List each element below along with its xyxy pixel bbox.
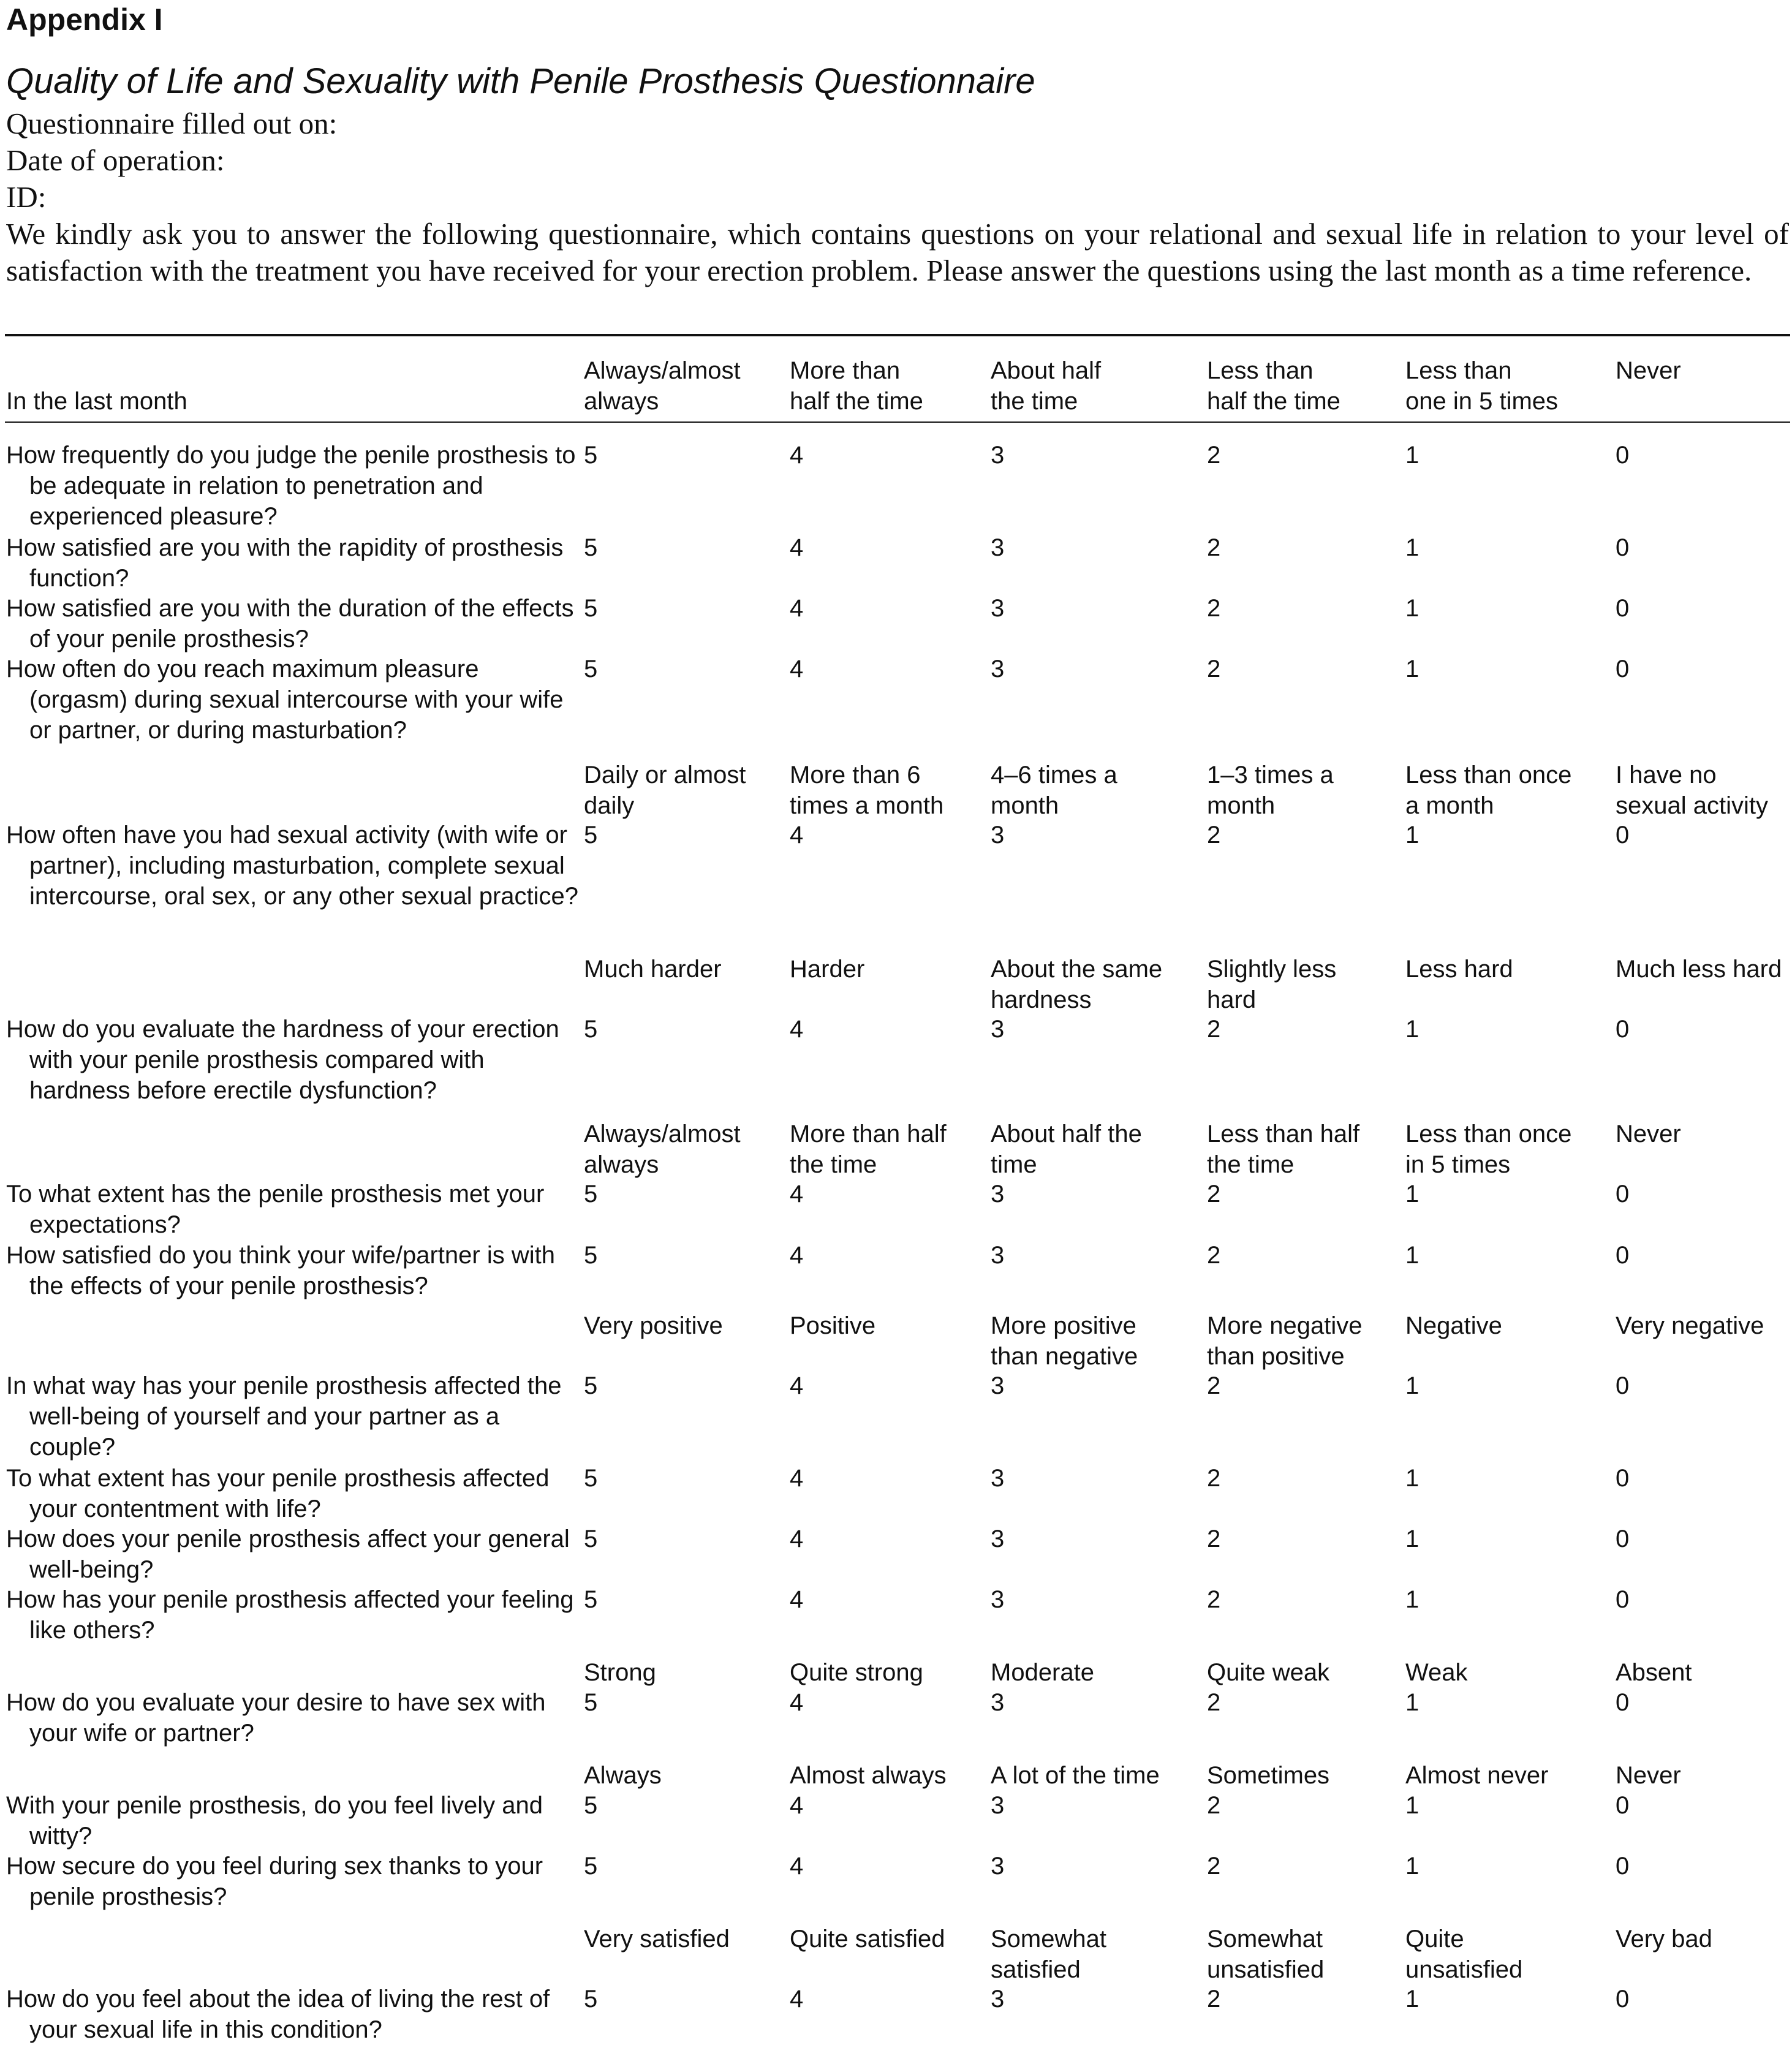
score-value: 1 [1405, 442, 1420, 469]
score-value: 3 [991, 1016, 1005, 1043]
question-text: How satisfied are you with the duration of the effects of your penile prosthesis? [6, 595, 574, 652]
score-value: 4 [790, 1016, 804, 1043]
question-text: How has your penile prosthesis affected your feeling like others? [6, 1586, 574, 1644]
questionnaire-title: Quality of Life and Sexuality with Penile Prosthesis Questionnaire [6, 61, 1035, 101]
scale-label: Positive [790, 1312, 876, 1339]
score-value: 0 [1616, 1181, 1630, 1208]
score-value: 4 [790, 595, 804, 622]
column-header: Always/almost always [584, 357, 741, 415]
score-value: 0 [1616, 1853, 1630, 1880]
score-value: 5 [584, 1689, 598, 1716]
intro-paragraph: We kindly ask you to answer the following questionnaire, which contains questions on your relational and sexual life in relation to your level of satisfaction with the treatment you have received for your erection problem. Please answer the questions using the last month as a time reference. [6, 217, 1789, 287]
scale-label: More positive than negative [991, 1312, 1138, 1370]
question-text: How does your penile prosthesis affect your general well-being? [6, 1525, 570, 1583]
scale-label: Much harder [584, 956, 722, 983]
column-header: Never [1616, 357, 1681, 384]
scale-label: Almost never [1405, 1762, 1549, 1789]
score-value: 2 [1207, 1372, 1221, 1399]
scale-label: Never [1616, 1121, 1681, 1147]
scale-label: Quite weak [1207, 1659, 1330, 1686]
score-value: 3 [991, 1986, 1005, 2013]
score-value: 2 [1207, 822, 1221, 849]
score-value: 2 [1207, 1525, 1221, 1552]
score-value: 2 [1207, 442, 1221, 469]
scale-label: Harder [790, 956, 865, 983]
score-value: 5 [584, 595, 598, 622]
score-value: 3 [991, 595, 1005, 622]
scale-label: Quite strong [790, 1659, 923, 1686]
score-value: 4 [790, 1853, 804, 1880]
scale-label: Somewhat satisfied [991, 1926, 1106, 1983]
score-value: 5 [584, 656, 598, 682]
score-value: 3 [991, 1689, 1005, 1716]
score-value: 1 [1405, 534, 1420, 561]
question-text: How often have you had sexual activity (with wife or partner), including masturbation, complete sexual intercourse, oral sex, or any other sexual practice? [6, 822, 578, 910]
score-value: 0 [1616, 595, 1630, 622]
field-date-of-operation: Date of operation: [6, 143, 225, 177]
score-value: 3 [991, 1792, 1005, 1819]
score-value: 0 [1616, 534, 1630, 561]
score-value: 4 [790, 442, 804, 469]
score-value: 0 [1616, 1689, 1630, 1716]
score-value: 2 [1207, 534, 1221, 561]
score-value: 3 [991, 442, 1005, 469]
appendix-label: Appendix I [6, 2, 163, 37]
scale-label: Somewhat unsatisfied [1207, 1926, 1325, 1983]
score-value: 1 [1405, 656, 1420, 682]
score-value: 3 [991, 1853, 1005, 1880]
score-value: 3 [991, 1242, 1005, 1269]
score-value: 0 [1616, 1242, 1630, 1269]
score-value: 2 [1207, 1586, 1221, 1613]
score-value: 0 [1616, 1525, 1630, 1552]
score-value: 2 [1207, 656, 1221, 682]
score-value: 3 [991, 1586, 1005, 1613]
score-value: 5 [584, 1792, 598, 1819]
column-header: Less than one in 5 times [1405, 357, 1559, 415]
score-value: 3 [991, 534, 1005, 561]
scale-label: 4–6 times a month [991, 762, 1117, 819]
scale-label: Less than once a month [1405, 762, 1572, 819]
score-value: 5 [584, 1372, 598, 1399]
score-value: 5 [584, 1853, 598, 1880]
scale-label: Absent [1616, 1659, 1692, 1686]
score-value: 5 [584, 1525, 598, 1552]
score-value: 0 [1616, 1586, 1630, 1613]
score-value: 2 [1207, 1986, 1221, 2013]
scale-label: Much less hard [1616, 956, 1782, 983]
column-header: Less than half the time [1207, 357, 1340, 415]
scale-label: Very bad [1616, 1926, 1712, 1952]
scale-label: Always [584, 1762, 662, 1789]
score-value: 5 [584, 534, 598, 561]
score-value: 1 [1405, 1372, 1420, 1399]
score-value: 2 [1207, 595, 1221, 622]
scale-label: About half the time [991, 1121, 1142, 1178]
score-value: 4 [790, 1586, 804, 1613]
score-value: 4 [790, 1792, 804, 1819]
score-value: 5 [584, 1465, 598, 1492]
scale-label: Negative [1405, 1312, 1502, 1339]
scale-label: Less than once in 5 times [1405, 1121, 1572, 1178]
field-filled-out-on: Questionnaire filled out on: [6, 107, 338, 140]
scale-label: Quite unsatisfied [1405, 1926, 1523, 1983]
score-value: 2 [1207, 1689, 1221, 1716]
question-text: How do you evaluate your desire to have sex with your wife or partner? [6, 1689, 546, 1747]
score-value: 4 [790, 656, 804, 682]
score-value: 2 [1207, 1242, 1221, 1269]
scale-label: A lot of the time [991, 1762, 1160, 1789]
score-value: 4 [790, 534, 804, 561]
score-value: 4 [790, 1986, 804, 2013]
score-value: 0 [1616, 442, 1630, 469]
score-value: 0 [1616, 1372, 1630, 1399]
score-value: 5 [584, 1242, 598, 1269]
score-value: 3 [991, 1525, 1005, 1552]
score-value: 0 [1616, 656, 1630, 682]
score-value: 1 [1405, 1242, 1420, 1269]
score-value: 1 [1405, 1586, 1420, 1613]
score-value: 4 [790, 822, 804, 849]
score-value: 5 [584, 822, 598, 849]
score-value: 0 [1616, 1016, 1630, 1043]
question-text: To what extent has your penile prosthesis affected your contentment with life? [6, 1465, 550, 1522]
scale-label: Less hard [1405, 956, 1513, 983]
scale-label: Sometimes [1207, 1762, 1330, 1789]
first-column-header: In the last month [6, 388, 187, 415]
scale-label: Strong [584, 1659, 656, 1686]
score-value: 1 [1405, 822, 1420, 849]
scale-label: Always/almost always [584, 1121, 741, 1178]
scale-label: Slightly less hard [1207, 956, 1337, 1013]
question-text: How secure do you feel during sex thanks to your penile prosthesis? [6, 1853, 543, 1910]
question-text: How often do you reach maximum pleasure (orgasm) during sexual intercourse with your wife or partner, or during masturbation? [6, 656, 564, 744]
score-value: 3 [991, 822, 1005, 849]
scale-label: Less than half the time [1207, 1121, 1360, 1178]
question-text: In what way has your penile prosthesis affected the well-being of yourself and your partner as a couple? [6, 1372, 562, 1461]
score-value: 5 [584, 442, 598, 469]
score-value: 5 [584, 1586, 598, 1613]
score-value: 1 [1405, 1181, 1420, 1208]
score-value: 4 [790, 1689, 804, 1716]
score-value: 5 [584, 1181, 598, 1208]
score-value: 4 [790, 1465, 804, 1492]
scale-label: Almost always [790, 1762, 947, 1789]
scale-label: More negative than positive [1207, 1312, 1363, 1370]
score-value: 3 [991, 1465, 1005, 1492]
score-value: 4 [790, 1525, 804, 1552]
scale-label: Daily or almost daily [584, 762, 746, 819]
question-text: How do you feel about the idea of living the rest of your sexual life in this condition? [6, 1986, 550, 2043]
score-value: 0 [1616, 822, 1630, 849]
scale-label: Very satisfied [584, 1926, 730, 1952]
score-value: 3 [991, 1372, 1005, 1399]
scale-label: More than 6 times a month [790, 762, 944, 819]
score-value: 1 [1405, 1986, 1420, 2013]
score-value: 1 [1405, 1853, 1420, 1880]
score-value: 2 [1207, 1016, 1221, 1043]
scale-label: About the same hardness [991, 956, 1163, 1013]
column-header: More than half the time [790, 357, 923, 415]
question-text: How satisfied are you with the rapidity of prosthesis function? [6, 534, 564, 592]
score-value: 2 [1207, 1181, 1221, 1208]
score-value: 4 [790, 1242, 804, 1269]
scale-label: Moderate [991, 1659, 1094, 1686]
scale-label: I have no sexual activity [1616, 762, 1768, 819]
score-value: 5 [584, 1986, 598, 2013]
scale-label: Quite satisfied [790, 1926, 945, 1952]
score-value: 3 [991, 656, 1005, 682]
score-value: 1 [1405, 1465, 1420, 1492]
question-text: How satisfied do you think your wife/partner is with the effects of your penile prosthesis? [6, 1242, 555, 1299]
question-text: To what extent has the penile prosthesis met your expectations? [6, 1181, 545, 1238]
question-text: How do you evaluate the hardness of your erection with your penile prosthesis compared with hardness before erectile dysfunction? [6, 1016, 559, 1104]
field-id: ID: [6, 180, 47, 214]
score-value: 0 [1616, 1986, 1630, 2013]
score-value: 1 [1405, 1525, 1420, 1552]
score-value: 2 [1207, 1465, 1221, 1492]
score-value: 0 [1616, 1465, 1630, 1492]
score-value: 5 [584, 1016, 598, 1043]
column-header: About half the time [991, 357, 1102, 415]
score-value: 3 [991, 1181, 1005, 1208]
score-value: 2 [1207, 1792, 1221, 1819]
scale-label: Never [1616, 1762, 1681, 1789]
score-value: 2 [1207, 1853, 1221, 1880]
scale-label: More than half the time [790, 1121, 947, 1178]
scale-label: Weak [1405, 1659, 1468, 1686]
score-value: 4 [790, 1181, 804, 1208]
scale-label: Very positive [584, 1312, 723, 1339]
question-text: How frequently do you judge the penile prosthesis to be adequate in relation to penetration and experienced pleasure? [6, 442, 576, 530]
question-text: With your penile prosthesis, do you feel lively and witty? [6, 1792, 543, 1850]
scale-label: Very negative [1616, 1312, 1764, 1339]
score-value: 4 [790, 1372, 804, 1399]
score-value: 0 [1616, 1792, 1630, 1819]
score-value: 1 [1405, 1792, 1420, 1819]
score-value: 1 [1405, 595, 1420, 622]
scale-label: 1–3 times a month [1207, 762, 1334, 819]
score-value: 1 [1405, 1016, 1420, 1043]
score-value: 1 [1405, 1689, 1420, 1716]
